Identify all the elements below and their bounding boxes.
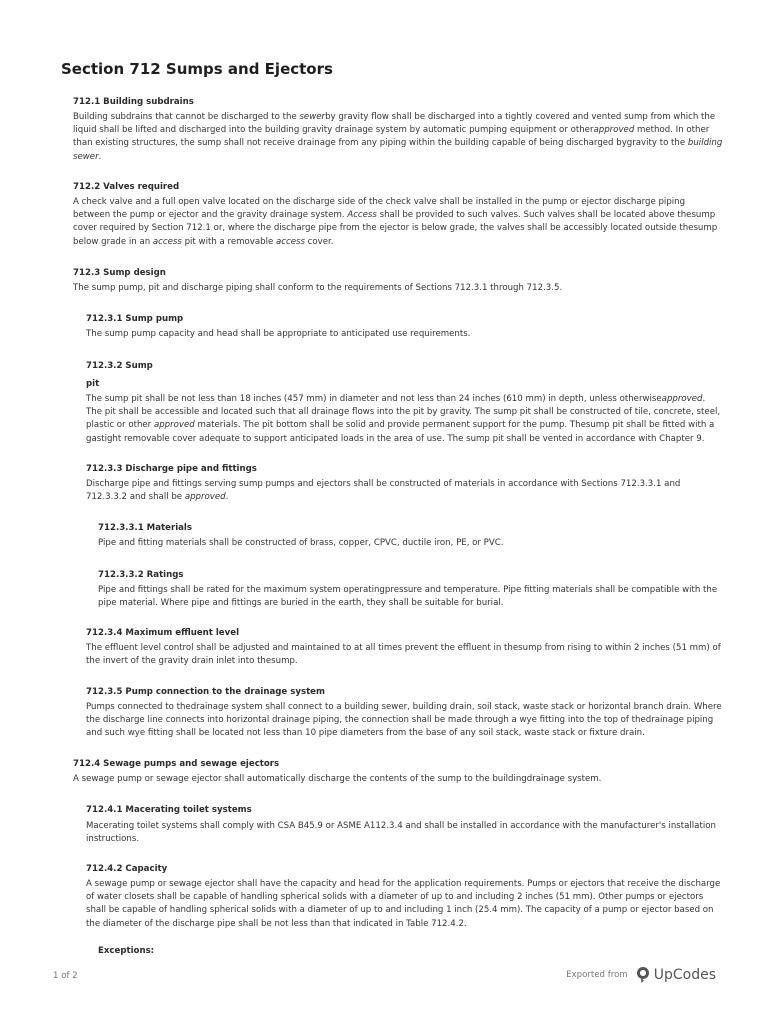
heading-712-2: 712.2 Valves required [73,182,180,192]
heading-712-3-5: 712.3.5 Pump connection to the drainage system [86,687,325,697]
upcodes-logo-icon [636,966,650,984]
paragraph-712-3: The sump pump, pit and discharge piping shall conform to the requirements of Sections 712.3.1 through 712.3.5. [73,283,563,293]
export-footer [566,966,716,984]
paragraph-712-3-1: The sump pump capacity and head shall be appropriate to anticipated use requirements. [86,329,471,339]
paragraph-712-4-2: A sewage pump or sewage ejector shall have the capacity and head for the application requirements. Pumps or ejectors that receive the discharge of water closets shall be capable of handling spherical solids with a diameter of up to and including 2 inches (51 mm). Other pumps or ejectors shall be capable of handling spherical solids with a diameter of up to and including 1 inch (25.4 mm). The capacity of a pump or ejector based on the diameter of the discharge pipe shall be not less than that indicated in Table 712.4.2. [86,879,721,929]
paragraph-712-2: A check valve and a full open valve located on the discharge side of the check valve shall be installed in the pump or ejector discharge piping between the pump or ejector and the gravity drainage system. Access shall be provided to such valves. Such valves shall be located above thesump cover required by Section 712.1 or, where the discharge pipe from the ejector is below grade, the valves shall be accessibly located outside thesump below grade in an access pit with a removable access cover. [73,197,718,247]
exceptions-heading: Exceptions: [98,946,155,956]
defined-term[interactable]: Access [347,210,377,221]
heading-712-4-1: 712.4.1 Macerating toilet systems [86,805,252,815]
heading-712-3-2: 712.3.2 Sump [86,361,153,371]
paragraph-712-3-3-1: Pipe and fitting materials shall be constructed of brass, copper, CPVC, ductile iron, PE, or PVC. [98,538,504,548]
paragraph-712-3-3: Discharge pipe and fittings serving sump pumps and ejectors shall be constructed of materials in accordance with Sections 712.3.3.1 and 712.3.3.2 and shall be approved. [86,479,681,503]
paragraph-712-1: Building subdrains that cannot be discharged to the sewerby gravity flow shall be discharged into a tightly covered and vented sump from which the liquid shall be lifted and discharged into the building gravity drainage system by automatic pumping equipment or otherapproved method. In other than existing structures, the sump shall not receive drainage from any piping within the building capable of being discharged bygravity to the building sewer. [73,112,723,162]
heading-712-3-3-1: 712.3.3.1 Materials [98,523,192,533]
paragraph-712-4: A sewage pump or sewage ejector shall automatically discharge the contents of the sump to the buildingdrainage system. [73,774,602,784]
heading-712-3: 712.3 Sump design [73,268,166,278]
exported-from-label: Exported from [566,970,628,980]
defined-term[interactable]: approved [184,492,226,503]
page-number: 1 of 2 [53,971,78,981]
defined-term[interactable]: access [275,236,305,247]
paragraph-712-3-5: Pumps connected to thedrainage system shall connect to a building sewer, building drain, soil stack, waste stack or horizontal branch drain. Where the discharge line connects into horizontal drainage piping, the connection shall be made through a wye fitting into the top of thedrainage piping and such wye fitting shall be located not less than 10 pipe diameters from the base of any soil stack, waste stack or fixture drain. [86,702,722,739]
heading-712-1: 712.1 Building subdrains [73,97,194,107]
defined-term[interactable]: approved [593,125,635,136]
heading-712-3-3: 712.3.3 Discharge pipe and fittings [86,464,257,474]
paragraph-712-4-1: Macerating toilet systems shall comply with CSA B45.9 or ASME A112.3.4 and shall be installed in accordance with the manufacturer's installation instructions. [86,821,716,845]
paragraph-712-3-2: The sump pit shall be not less than 18 inches (457 mm) in diameter and not less than 24 inches (610 mm) in depth, unless otherwiseapproved. The pit shall be accessible and located such that all drainage flows into the pit by gravity. The sump pit shall be constructed of tile, concrete, steel, plastic or other approved materials. The pit bottom shall be solid and provide permanent support for the pump. Thesump pit shall be fitted with a gastight removable cover adequate to support anticipated loads in the area of use. The sump pit shall be vented in accordance with Chapter 9. [86,394,721,444]
heading-712-3-1: 712.3.1 Sump pump [86,314,184,324]
heading-712-3-3-2: 712.3.3.2 Ratings [98,570,184,580]
defined-term[interactable]: building sewer [73,138,723,162]
paragraph-712-3-4: The effluent level control shall be adjusted and maintained to at all times prevent the effluent in thesump from rising to within 2 inches (51 mm) of the invert of the gravity drain inlet into thesump. [86,643,721,667]
heading-712-4-2: 712.4.2 Capacity [86,864,168,874]
heading-712-4: 712.4 Sewage pumps and sewage ejectors [73,759,280,769]
defined-term[interactable]: approved [153,420,195,431]
heading-712-3-4: 712.3.4 Maximum effluent level [86,628,240,638]
page-title: Section 712 Sumps and Ejectors [61,60,333,78]
defined-term[interactable]: approved [661,394,703,404]
heading-712-3-2-continued: pit [86,379,100,389]
upcodes-brand: UpCodes [653,967,716,983]
defined-term[interactable]: access [152,236,182,247]
paragraph-712-3-3-2: Pipe and fittings shall be rated for the maximum system operatingpressure and temperature. Pipe fitting materials shall be compatible with the pipe material. Where pipe and fittings are buried in the earth, they shall be suitable for burial. [98,585,718,609]
defined-term[interactable]: sewer [299,112,326,122]
upcodes-logo-link[interactable] [636,966,716,984]
